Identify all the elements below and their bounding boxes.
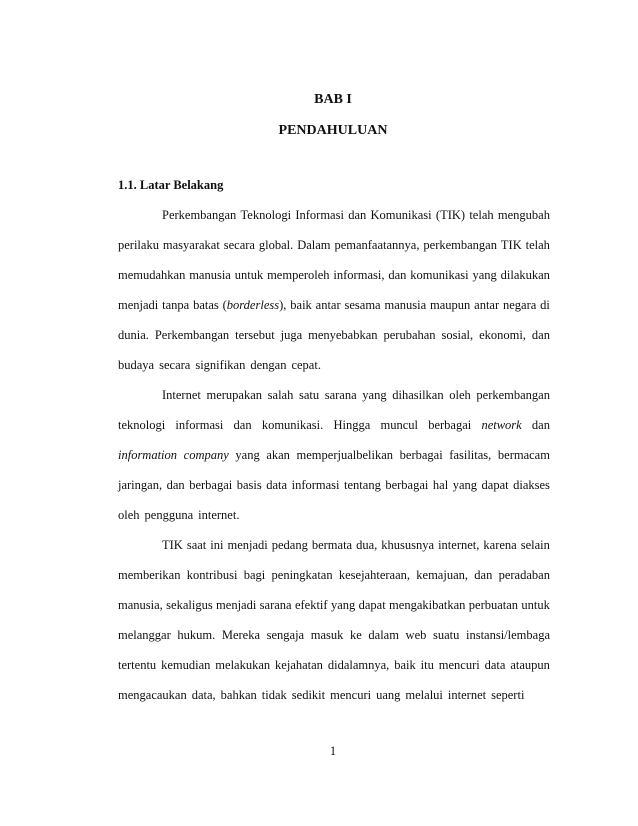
text-line <box>118 530 550 560</box>
word: Internet <box>162 388 201 402</box>
word: khususnya <box>381 538 435 552</box>
word: satu <box>298 388 320 402</box>
word: sesama <box>344 298 381 312</box>
body-text <box>118 200 550 710</box>
word: secara <box>159 358 191 372</box>
text-line <box>118 380 550 410</box>
word: kemudian <box>161 658 211 672</box>
text-line <box>118 620 550 650</box>
word: dihasilkan <box>392 388 444 402</box>
word: manusia, <box>118 598 163 612</box>
word: sedikit <box>291 688 326 702</box>
word: instansi/lembaga <box>465 628 550 642</box>
word: manusia <box>189 268 231 282</box>
word: sekaligus <box>166 598 213 612</box>
word: Perkembangan <box>162 208 237 222</box>
word: cepat. <box>291 358 321 372</box>
word: didalamnya, <box>327 658 390 672</box>
word: yang <box>472 268 497 282</box>
page-number: 1 <box>329 744 337 758</box>
word: selain <box>520 538 550 552</box>
word: karena <box>483 538 517 552</box>
word: hal <box>432 478 449 492</box>
word: yang <box>362 388 387 402</box>
word: suatu <box>432 628 460 642</box>
word: ke <box>349 628 362 642</box>
word: mencuri <box>438 658 480 672</box>
word: bahkan <box>220 688 257 702</box>
word: sengaja <box>266 628 305 642</box>
word: sarana <box>324 388 357 402</box>
word: internet <box>447 688 487 702</box>
word: sosial, <box>441 328 474 342</box>
word: memudahkan <box>118 268 186 282</box>
word: masuk <box>310 628 344 642</box>
word: uang <box>376 688 401 702</box>
word: perubahan <box>383 328 436 342</box>
word: yang <box>330 598 356 612</box>
word: perbuatan <box>468 598 519 612</box>
word: tidak <box>261 688 287 702</box>
word: Teknologi <box>240 208 292 222</box>
word: di <box>540 298 550 312</box>
word: memperoleh <box>267 268 330 282</box>
text-line <box>118 260 550 290</box>
word: bermata <box>311 538 353 552</box>
word: dapat <box>481 478 509 492</box>
word: Mereka <box>221 628 261 642</box>
word: itu <box>420 658 434 672</box>
word: ataupun <box>510 658 550 672</box>
word: dua, <box>356 538 378 552</box>
word: basis <box>236 478 262 492</box>
word: berbagai <box>189 478 233 492</box>
word: budaya <box>118 358 155 372</box>
word: telah <box>469 208 494 222</box>
word: hukum. <box>177 628 216 642</box>
word: dengan <box>250 358 287 372</box>
word: Informasi <box>295 208 344 222</box>
word: manusia <box>384 298 427 312</box>
word: signifikan <box>195 358 246 372</box>
text-line <box>118 350 550 380</box>
word: internet. <box>198 508 240 522</box>
word: mengubah <box>497 208 550 222</box>
word: oleh <box>118 508 140 522</box>
word: negara <box>502 298 537 312</box>
word: jaringan, <box>118 478 163 492</box>
word: merupakan <box>206 388 263 402</box>
word: company <box>183 448 229 462</box>
word: mengakibatkan <box>389 598 466 612</box>
word: dalam <box>368 628 399 642</box>
text-line <box>118 590 550 620</box>
word: antar <box>315 298 341 312</box>
word: berbagai <box>428 418 472 432</box>
word: menjadi <box>227 538 268 552</box>
text-line <box>118 680 550 710</box>
word: tersebut <box>235 328 275 342</box>
text-line <box>118 290 550 320</box>
word: perkembangan <box>423 238 497 252</box>
word: menjadi <box>216 598 257 612</box>
chapter-label: BAB I <box>314 92 352 107</box>
section-heading: 1.1. Latar Belakang <box>118 178 224 192</box>
word: memperjualbelikan <box>296 448 394 462</box>
word: informasi <box>175 418 224 432</box>
word: (TIK) <box>435 208 466 222</box>
paragraph <box>118 200 550 380</box>
text-line <box>118 470 550 500</box>
word: informasi, <box>333 268 385 282</box>
word: dan <box>233 418 252 432</box>
word: dunia. <box>118 328 149 342</box>
word: peningkatan <box>271 568 333 582</box>
word: network <box>481 418 522 432</box>
word: global. <box>258 238 294 252</box>
word: menjadi <box>118 298 159 312</box>
word: dan <box>531 328 550 342</box>
word: kesejahteraan, <box>338 568 411 582</box>
word: muncul <box>380 418 418 432</box>
word: saat <box>186 538 207 552</box>
word: berbagai <box>385 478 429 492</box>
word: batas <box>193 298 219 312</box>
text-line <box>118 650 550 680</box>
word: melalui <box>405 688 443 702</box>
word: akan <box>266 448 290 462</box>
word: dapat <box>358 598 386 612</box>
text-line <box>118 200 550 230</box>
word: bermacam <box>497 448 550 462</box>
word: TIK <box>500 238 522 252</box>
word: seperti <box>491 688 525 702</box>
paragraph <box>118 380 550 530</box>
word: oleh <box>449 388 471 402</box>
word: komunikasi <box>410 268 469 282</box>
text-line <box>118 560 550 590</box>
word: untuk <box>234 268 264 282</box>
word: berbagai <box>399 448 443 462</box>
word: informasi <box>291 478 340 492</box>
word: TIK <box>162 538 183 552</box>
word: maupun <box>430 298 471 312</box>
word: kejahatan <box>275 658 323 672</box>
word: yang <box>235 448 260 462</box>
paragraph <box>118 530 550 710</box>
word: tanpa <box>162 298 190 312</box>
word: (borderless), <box>222 298 287 312</box>
word: secara <box>223 238 255 252</box>
word: web <box>405 628 427 642</box>
word: data, <box>191 688 216 702</box>
text-line <box>118 320 550 350</box>
word: dan <box>531 418 550 432</box>
word: data <box>266 478 288 492</box>
word: Komunikasi <box>370 208 432 222</box>
word: ini <box>210 538 224 552</box>
text-line <box>118 440 550 470</box>
word: Perkembangan <box>154 328 230 342</box>
word: yang <box>452 478 477 492</box>
word: Dalam <box>297 238 331 252</box>
text-line <box>118 500 550 530</box>
word: pedang <box>271 538 308 552</box>
word: dan <box>388 268 407 282</box>
word: mengacaukan <box>118 688 187 702</box>
word: salah <box>267 388 294 402</box>
word: tentang <box>344 478 381 492</box>
word: data <box>484 658 506 672</box>
word: perilaku <box>118 238 159 252</box>
word: kemajuan, <box>416 568 468 582</box>
word: ekonomi, <box>479 328 526 342</box>
word: perkembangan <box>476 388 550 402</box>
word: dan <box>474 568 493 582</box>
word: internet, <box>438 538 480 552</box>
word: telah <box>525 238 550 252</box>
chapter-title: PENDAHULUAN <box>278 123 388 138</box>
word: diakses <box>513 478 550 492</box>
word: fasilitas, <box>449 448 492 462</box>
word: dan <box>348 208 367 222</box>
word: komunikasi. <box>261 418 324 432</box>
word: tertentu <box>118 658 157 672</box>
word: bagi <box>243 568 266 582</box>
word: untuk <box>521 598 550 612</box>
word: juga <box>280 328 303 342</box>
word: masyarakat <box>162 238 220 252</box>
word: melanggar <box>118 628 171 642</box>
word: Hingga <box>333 418 371 432</box>
word: kontribusi <box>186 568 238 582</box>
word: peradaban <box>498 568 550 582</box>
word: efektif <box>294 598 328 612</box>
word: pengguna <box>144 508 194 522</box>
word: menyebabkan <box>308 328 378 342</box>
word: antar <box>474 298 500 312</box>
word: mencuri <box>330 688 372 702</box>
word: sarana <box>259 598 292 612</box>
word: memberikan <box>118 568 181 582</box>
word: dan <box>166 478 185 492</box>
word: baik <box>394 658 416 672</box>
word: information <box>118 448 178 462</box>
text-line <box>118 410 550 440</box>
word: teknologi <box>118 418 166 432</box>
text-line <box>118 230 550 260</box>
word: baik <box>290 298 312 312</box>
word: melakukan <box>215 658 271 672</box>
word: pemanfaatannya, <box>334 238 420 252</box>
word: dilakukan <box>500 268 550 282</box>
